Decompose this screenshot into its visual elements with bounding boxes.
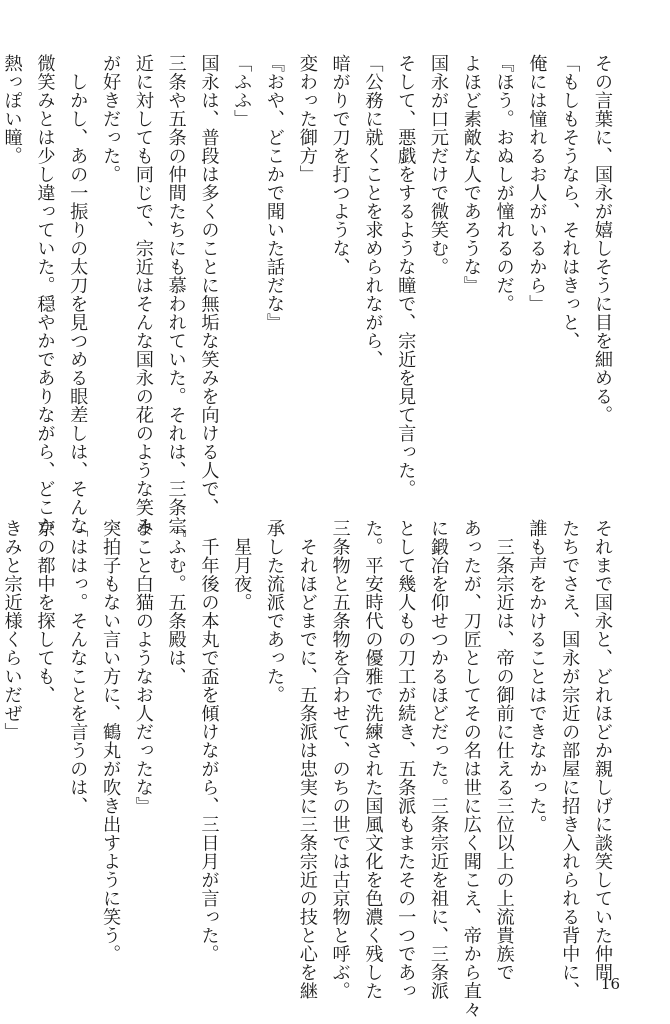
text-line: 三条宗近は、帝の御前に仕える三位以上の上流貴族で bbox=[493, 519, 515, 982]
text-line: 熱っぽい瞳。 bbox=[1, 54, 23, 165]
page-number: 16 bbox=[600, 975, 620, 993]
upper-text-block bbox=[1, 54, 618, 535]
text-line: 京の都中を探しても、 bbox=[34, 519, 56, 704]
text-line: 星月夜。 bbox=[231, 519, 253, 612]
text-line: それほどまでに、五条派は忠実に三条宗近の技と心を継 bbox=[296, 519, 318, 1000]
text-line: 近に対しても同じで、宗近はそんな国永の花のような笑み bbox=[132, 54, 154, 535]
text-line: 「もしもそうなら、それはきっと、 bbox=[559, 54, 581, 350]
text-line: 国永は、普段は多くのことに無垢な笑みを向ける人で、 bbox=[198, 54, 220, 517]
text-line: よほど素敵な人であろうな』 bbox=[460, 54, 482, 295]
text-line: 三条や五条の仲間たちにも慕われていた。それは、三条宗 bbox=[165, 54, 187, 535]
text-line: その言葉に、国永が嬉しそうに目を細める。 bbox=[592, 54, 613, 424]
text-line: 国永が口元だけで微笑む。 bbox=[428, 54, 450, 276]
text-line: 微笑みとは少し違っていた。穏やかでありながら、どこか bbox=[34, 54, 56, 535]
text-line: 俺には憧れるお人がいるから」 bbox=[526, 54, 548, 313]
text-line: あったが、刀匠としてその名は世に広く聞こえ、帝から直々 bbox=[460, 519, 482, 1019]
text-line: た。平安時代の優雅で洗練された国風文化を色濃く残した bbox=[362, 519, 384, 1000]
text-line: 誰も声をかけることはできなかった。 bbox=[526, 519, 548, 834]
text-line: 暗がりで刀を打つような、 bbox=[329, 54, 351, 276]
text-line: 千年後の本丸で盃を傾けながら、三日月が言った。 bbox=[198, 519, 220, 963]
text-line: 「ははっ。そんなことを言うのは、 bbox=[67, 519, 89, 815]
text-line: 突拍子もない言い方に、鶴丸が吹き出すように笑う。 bbox=[100, 519, 122, 963]
text-line: として幾人もの刀工が続き、五条派もまたその一つであっ bbox=[395, 519, 417, 1000]
text-line: まこと白猫のようなお人だったな』 bbox=[132, 519, 154, 815]
text-line: しかし、あの一振りの太刀を見つめる眼差しは、そんな bbox=[67, 54, 89, 535]
text-line: きみと宗近様くらいだぜ」 bbox=[1, 519, 23, 741]
text-line: たちでさえ、国永が宗近の部屋に招き入れられる背中に、 bbox=[559, 519, 581, 1000]
text-line: それまで国永と、どれほどか親しげに談笑していた仲間 bbox=[592, 519, 613, 982]
text-line: 『ふむ。五条殿は、 bbox=[165, 519, 187, 686]
text-line: に鍛冶を仰せつかるほどだった。三条宗近を祖に、三条派 bbox=[428, 519, 450, 1000]
text-line: 承した流派であった。 bbox=[264, 519, 286, 704]
text-line: 「公務に就くことを求められながら、 bbox=[362, 54, 384, 369]
text-line: 「ふふ」 bbox=[231, 54, 253, 128]
text-line: 変わった御方」 bbox=[296, 54, 318, 184]
text-line: 『ほう。おぬしが憧れるのだ。 bbox=[493, 54, 515, 313]
text-line: が好きだった。 bbox=[100, 54, 122, 184]
text-line: 三条物と五条物を合わせて、のちの世では古京物と呼ぶ。 bbox=[329, 519, 351, 1000]
text-line: そして、悪戯をするような瞳で、宗近を見て言った。 bbox=[395, 54, 417, 498]
text-line: 『おや、どこかで聞いた話だな』 bbox=[264, 54, 286, 332]
